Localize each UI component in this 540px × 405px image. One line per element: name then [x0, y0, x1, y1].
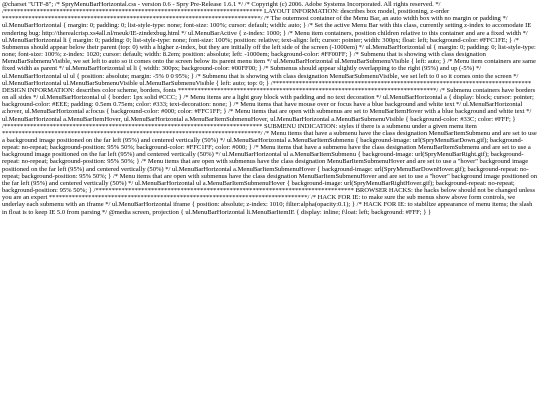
css-source-text: @charset "UTF-8"; /* SpryMenuBarHorizontal.css - version 0.6 - Spry Pre-Release 1.6.1 */ /* Copyright (c) 2006. Adobe Systems Incorporated. All rights reserved. */ /******************************************************************************* LAYOUT INFORMATION: describes box model, positioning, z-order *******************************************************************************/ /* The outermost container of the Menu Bar, an auto width box with no margin or padding */ ul.MenuBarHorizontal { margin: 0; padding: 0; list-style-type: none; font-size: 100%; cursor: default; width: auto; } /* Set the active Menu Bar with this class, currently setting z-index to accomodate IE rendering bug: http://therealcrisp.xs4all.nl/meuk/IE-zindexbug.html */ ul.MenuBarActive { z-index: 1000; } /* Menu item containers, position children relative to this container and are a fixed width */ ul.MenuBarHorizontal li { margin: 0; padding: 0; list-style-type: none; font-size: 100%; position: relative; text-align: left; cursor: pointer; width: 300px; float: left; background-color: #FFC1FE; } /* Submenus should appear below their parent (top: 0) with a higher z-index, but they are initially off the left side of the screen (-1000em) */ ul.MenuBarHorizontal ul { margin: 0; padding: 0; list-style-type: none; font-size: 100%; z-index: 1020; cursor: default; width: 8.2em; position: absolute; left: -1000em; background-color: #FF00FF; } /* Submenu that is showing with class designation MenuBarSubmenuVisible, we set left to auto so it comes onto the screen below its parent menu item */ ul.MenuBarHorizontal ul.MenuBarSubmenuVisible { left: auto; } /* Menu item containers are same fixed width as parent */ ul.MenuBarHorizontal ul li { width: 300px; background-color: #00FF00; } /* Submenus should appear slightly overlapping to the right (95%) and up (-5%) */ ul.MenuBarHorizontal ul ul { position: absolute; margin: -5% 0 0 95%; } /* Submenu that is showing with class designation MenuBarSubmenuVisible, we set left to 0 so it comes onto the screen */ ul.MenuBarHorizontal ul.MenuBarSubmenuVisible ul.MenuBarSubmenuVisible { left: auto; top: 0; } /******************************************************************************* DESIGN INFORMATION: describes color scheme, borders, fonts *******************************************************************************/ /* Submenu containers have borders on all sides */ ul.MenuBarHorizontal ul { border: 1px solid #CCC; } /* Menu items are a light gray block with padding and no text decoration */ ul.MenuBarHorizontal a { display: block; cursor: pointer; background-color: #EEE; padding: 0.5em 0.75em; color: #333; text-decoration: none; } /* Menu items that have mouse over or focus have a blue background and white text */ ul.MenuBarHorizontal a:hover, ul.MenuBarHorizontal a:focus { background-color: #000; color: #FFC1FF; } /* Menu items that are open with submenus are set to MenuBarItemHover with a blue background and white text */ ul.MenuBarHorizontal a.MenuBarItemHover, ul.MenuBarHorizontal a.MenuBarItemSubmenuHover, ul.MenuBarHorizontal a.MenuBarSubmenuVisible { background-color: #33C; color: #FFF; } /******************************************************************************* SUBMENU INDICATION: styles if there is a submenu under a given menu item *******************************************************************************/ /* Menu items that have a submenu have the class designation MenuBarItemSubmenu and are set to use a background image positioned on the far left (95%) and centered vertically (50%) */ ul.MenuBarHorizontal a.MenuBarItemSubmenu { background-image: url(SpryMenuBarDown.gif); background-repeat: no-repeat; background-position: 95% 50%; background-color: #FFC1FF; color: #000; } /* Menu items that have a submenu have the class designation MenuBarItemSubmenu and are set to use a background image positioned on the far left (95%) and centered vertically (50%) */ ul.MenuBarHorizontal ul a.MenuBarItemSubmenu { background-image: url(SpryMenuBarRight.gif); background-repeat: no-repeat; background-position: 95% 50%; } /* Menu items that are open with submenus have the class designation MenuBarItemSubmenuHover and are set to use a "hover" background image positioned on the far left (95%) and centered vertically (50%) */ ul.MenuBarHorizontal a.MenuBarItemSubmenuHover { background-image: url(SpryMenuBarDownHover.gif); background-repeat: no-repeat; background-position: 95% 50%; } /* Menu items that are open with submenus have the class designation MenuBarItemSubmenuHover and are set to use a "hover" background image positioned on the far left (95%) and centered vertically (50%) */ ul.MenuBarHorizontal ul a.MenuBarItemSubmenuHover { background-image: url(SpryMenuBarRightHover.gif); background-repeat: no-repeat; background-position: 95% 50%; } /******************************************************************************* BROWSER HACKS: the hacks below should not be changed unless you are an expert *******************************************************************************/ /* HACK FOR IE: to make sure the sub menus show above form controls, we underlay each submenu with an iframe */ ul.MenuBarHorizontal iframe { position: absolute; z-index: 1010; filter:alpha(opacity:0.1); } /* HACK FOR IE: to stabilize appearance of menu items; the slash in float is to keep IE 5.0 from parsing */ @media screen, projection { ul.MenuBarHorizontal li.MenuBarItemIE { display: inline; f\loat: left; background: #FFF; } }: [2, 1, 538, 216]
